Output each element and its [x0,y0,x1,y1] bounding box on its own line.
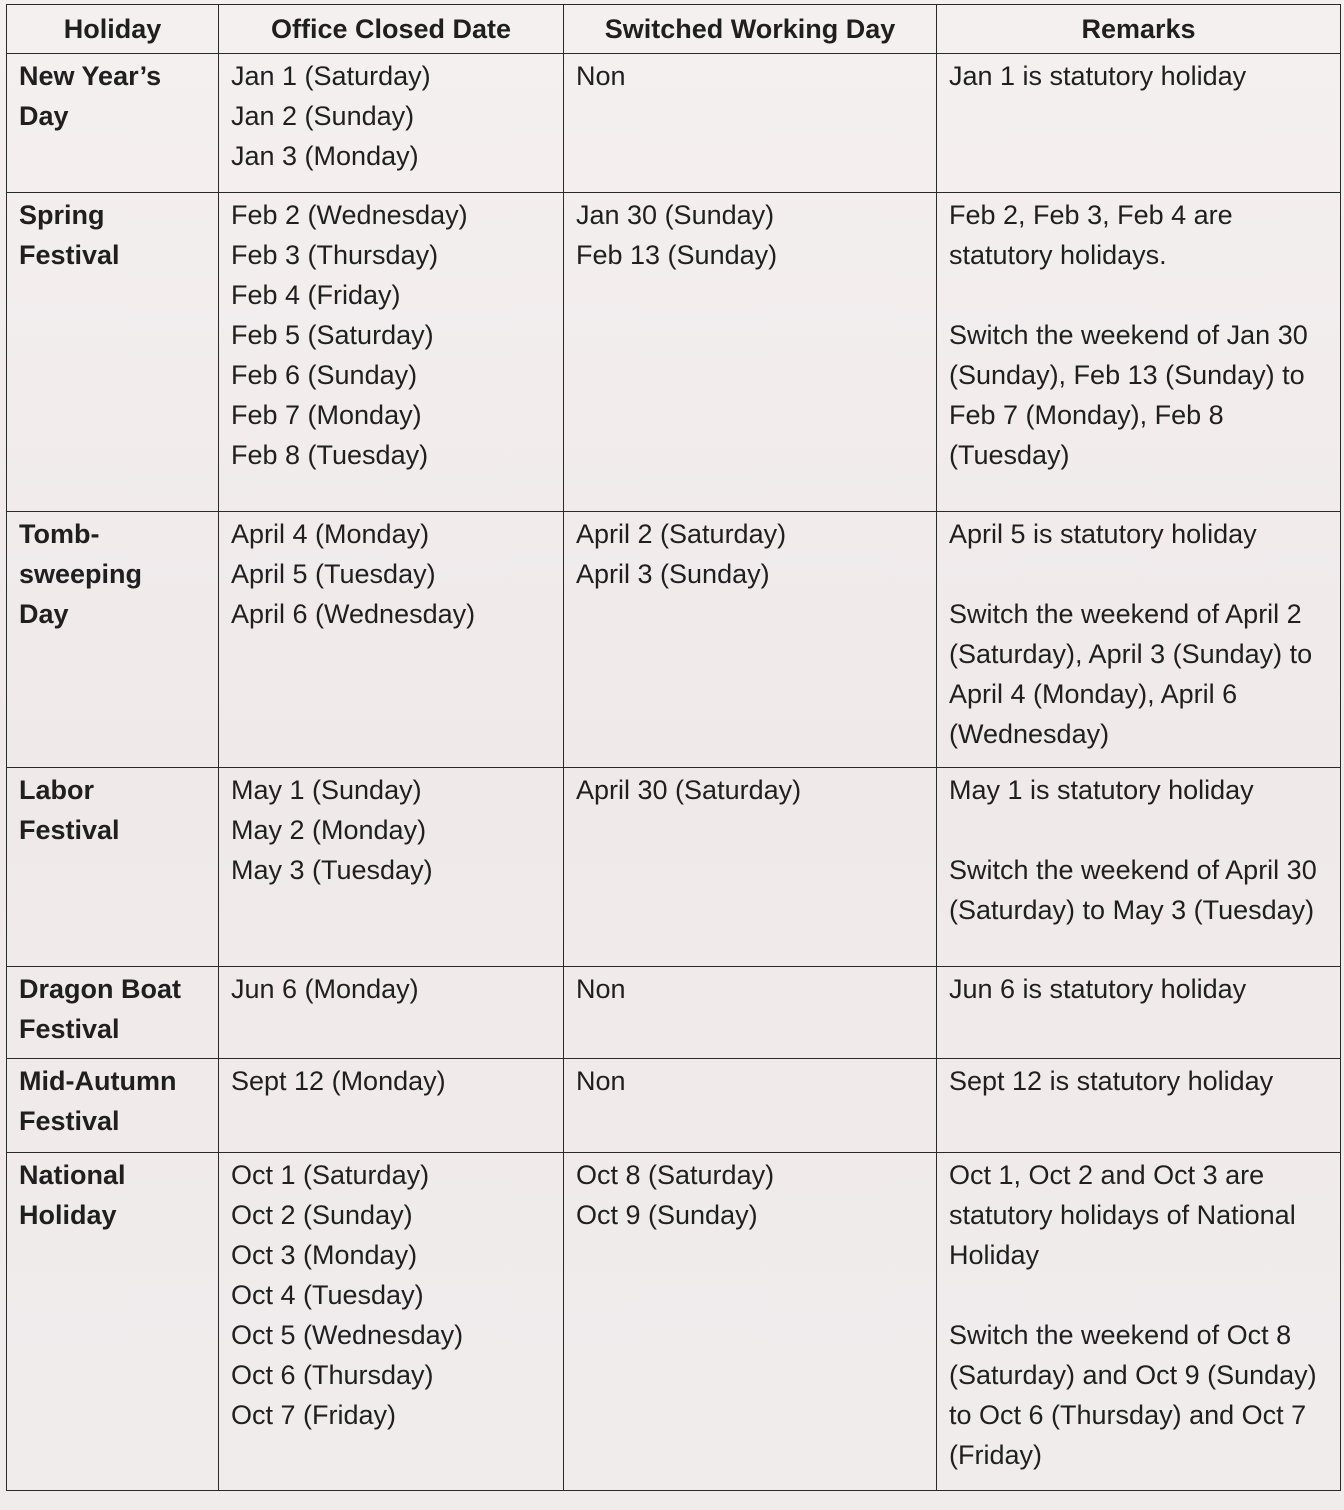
holiday-name-cell-text: Day [19,101,69,131]
switched-working-day-cell [564,512,937,768]
switched-working-day-cell [564,967,937,1059]
office-closed-date-cell-text: Jan 1 (Saturday) [231,61,431,91]
table-row [7,967,1341,1059]
holiday-name-cell-text: Festival [19,815,120,845]
office-closed-date-cell-text: Sept 12 (Monday) [231,1066,446,1096]
holiday-name-cell-text: Festival [19,240,120,270]
office-closed-date-cell-text: Oct 5 (Wednesday) [231,1320,464,1350]
office-closed-date-cell-text: May 3 (Tuesday) [231,855,433,885]
office-closed-date-cell-text: Feb 4 (Friday) [231,280,401,310]
remarks-cell-text: Jan 1 is statutory holiday [949,61,1247,91]
switched-working-day-cell [564,1153,937,1491]
header-office-closed-date: Office Closed Date [219,5,564,54]
office-closed-date-cell [219,967,564,1059]
switched-working-day-cell [564,193,937,512]
paragraph-gap [949,554,1328,594]
table-row [7,54,1341,193]
holiday-name-cell [7,512,219,768]
remarks-cell-text: May 1 is statutory holiday [949,775,1254,805]
holiday-name-cell [7,967,219,1059]
paragraph-gap [949,275,1328,315]
table-body [7,54,1341,1491]
remarks-cell [937,1059,1341,1153]
office-closed-date-cell-text: Feb 7 (Monday) [231,400,422,430]
holiday-name-cell-text: New Year’s [19,61,162,91]
switched-working-day-cell-text: Oct 9 (Sunday) [576,1200,758,1230]
office-closed-date-cell-text: Oct 3 (Monday) [231,1240,418,1270]
office-closed-date-cell-text: Oct 7 (Friday) [231,1400,397,1430]
switched-working-day-cell-text: Non [576,974,626,1004]
holiday-name-cell-text: National [19,1160,126,1190]
remarks-cell-text: Switch the weekend of Oct 8 (Saturday) and Oct 9 (Sunday) to Oct 6 (Thursday) and Oct 7 (Friday) [949,1320,1317,1470]
header-holiday: Holiday [7,5,219,54]
office-closed-date-cell-text: Jun 6 (Monday) [231,974,419,1004]
office-closed-date-cell [219,768,564,967]
holiday-name-cell-text: Tomb- [19,519,100,549]
table-row [7,1153,1341,1491]
office-closed-date-cell [219,193,564,512]
office-closed-date-cell-text: Oct 1 (Saturday) [231,1160,430,1190]
office-closed-date-cell-text: April 4 (Monday) [231,519,430,549]
office-closed-date-cell-text: Oct 6 (Thursday) [231,1360,434,1390]
office-closed-date-cell-text: April 6 (Wednesday) [231,599,476,629]
remarks-cell-text: Switch the weekend of Jan 30 (Sunday), Feb 13 (Sunday) to Feb 7 (Monday), Feb 8 (Tuesday) [949,320,1308,470]
office-closed-date-cell-text: Feb 5 (Saturday) [231,320,434,350]
paragraph-gap [949,810,1328,850]
holiday-name-cell-text: sweeping [19,559,143,589]
switched-working-day-cell-text: Feb 13 (Sunday) [576,240,778,270]
remarks-cell-text: Feb 2, Feb 3, Feb 4 are statutory holidays. [949,200,1233,270]
office-closed-date-cell-text: Feb 6 (Sunday) [231,360,418,390]
holiday-name-cell [7,1153,219,1491]
switched-working-day-cell-text: Jan 30 (Sunday) [576,200,775,230]
office-closed-date-cell-text: Feb 3 (Thursday) [231,240,439,270]
remarks-cell-text: Sept 12 is statutory holiday [949,1066,1274,1096]
table-row [7,512,1341,768]
remarks-cell-text: Switch the weekend of April 2 (Saturday), April 3 (Sunday) to April 4 (Monday), April 6 (Wednesday) [949,599,1313,749]
office-closed-date-cell-text: April 5 (Tuesday) [231,559,436,589]
office-closed-date-cell-text: Jan 3 (Monday) [231,141,419,171]
office-closed-date-cell [219,1153,564,1491]
switched-working-day-cell-text: Non [576,1066,626,1096]
switched-working-day-cell [564,54,937,193]
remarks-cell [937,193,1341,512]
remarks-cell [937,512,1341,768]
holiday-name-cell-text: Holiday [19,1200,117,1230]
switched-working-day-cell-text: April 30 (Saturday) [576,775,802,805]
remarks-cell-text: April 5 is statutory holiday [949,519,1257,549]
switched-working-day-cell-text: April 3 (Sunday) [576,559,770,589]
table-row [7,768,1341,967]
office-closed-date-cell [219,512,564,768]
switched-working-day-cell-text: Non [576,61,626,91]
switched-working-day-cell [564,768,937,967]
office-closed-date-cell-text: Oct 2 (Sunday) [231,1200,413,1230]
office-closed-date-cell-text: Oct 4 (Tuesday) [231,1280,424,1310]
holiday-name-cell-text: Day [19,599,69,629]
office-closed-date-cell-text: Feb 8 (Tuesday) [231,440,429,470]
header-remarks: Remarks [937,5,1341,54]
office-closed-date-cell [219,54,564,193]
switched-working-day-cell-text: Oct 8 (Saturday) [576,1160,775,1190]
holiday-name-cell-text: Dragon Boat [19,974,181,1004]
office-closed-date-cell-text: May 1 (Sunday) [231,775,422,805]
office-closed-date-cell-text: Feb 2 (Wednesday) [231,200,468,230]
remarks-cell [937,1153,1341,1491]
header-switched-working-day: Switched Working Day [564,5,937,54]
switched-working-day-cell-text: April 2 (Saturday) [576,519,787,549]
holiday-name-cell [7,768,219,967]
remarks-cell [937,768,1341,967]
table-row [7,193,1341,512]
remarks-cell [937,967,1341,1059]
holiday-name-cell-text: Festival [19,1014,120,1044]
office-closed-date-cell-text: Jan 2 (Sunday) [231,101,415,131]
holiday-name-cell-text: Labor [19,775,95,805]
remarks-cell [937,54,1341,193]
holiday-name-cell-text: Spring [19,200,105,230]
office-closed-date-cell [219,1059,564,1153]
remarks-cell-text: Oct 1, Oct 2 and Oct 3 are statutory holidays of National Holiday [949,1160,1296,1270]
holiday-name-cell-text: Festival [19,1106,120,1136]
office-closed-date-cell-text: May 2 (Monday) [231,815,427,845]
paragraph-gap [949,1275,1328,1315]
holiday-name-cell-text: Mid-Autumn [19,1066,177,1096]
switched-working-day-cell [564,1059,937,1153]
table-header-row [7,5,1341,54]
holiday-name-cell [7,193,219,512]
remarks-cell-text: Switch the weekend of April 30 (Saturday) to May 3 (Tuesday) [949,855,1317,925]
holiday-schedule-table [6,4,1341,1491]
holiday-name-cell [7,1059,219,1153]
remarks-cell-text: Jun 6 is statutory holiday [949,974,1247,1004]
table-row [7,1059,1341,1153]
holiday-name-cell [7,54,219,193]
